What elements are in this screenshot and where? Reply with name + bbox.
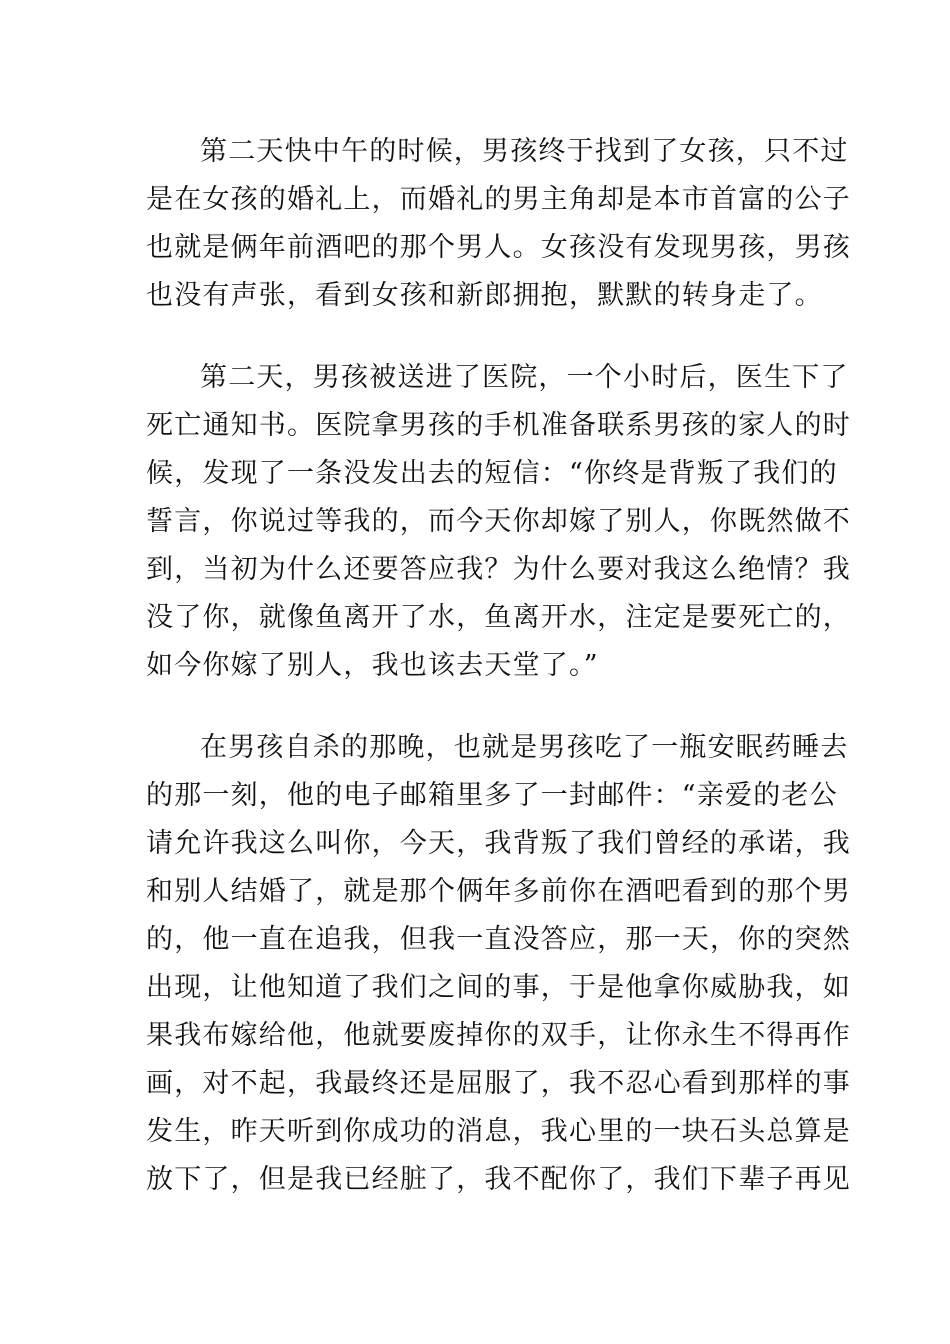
paragraph-line: 出现，让他知道了我们之间的事，于是他拿你威胁我，如: [146, 972, 851, 1003]
paragraph-line: 誓言，你说过等我的，而今天你却嫁了别人，你既然做不: [146, 506, 851, 537]
paragraph-line: 发生，昨天听到你成功的消息，我心里的一块石头总算是: [146, 1116, 851, 1147]
paragraph-line: 的，他一直在追我，但我一直没答应，那一天，你的突然: [146, 924, 851, 955]
paragraph-line: 死亡通知书。医院拿男孩的手机准备联系男孩的家人的时: [146, 410, 851, 441]
paragraph-1: [146, 128, 851, 320]
paragraph-3: [146, 724, 851, 1204]
paragraph-line: 也没有声张，看到女孩和新郎拥抱，默默的转身走了。: [146, 280, 823, 311]
paragraph-line: 请允许我这么叫你，今天，我背叛了我们曾经的承诺，我: [146, 828, 851, 859]
paragraph-line: 候，发现了一条没发出去的短信：“你终是背叛了我们的: [146, 458, 838, 489]
paragraph-line: 第二天，男孩被送进了医院，一个小时后，医生下了: [200, 362, 849, 393]
paragraph-line: 第二天快中午的时候，男孩终于找到了女孩，只不过: [200, 136, 849, 167]
paragraph-line: 没了你，就像鱼离开了水，鱼离开水，注定是要死亡的，: [146, 602, 851, 633]
paragraph-line: 如今你嫁了别人，我也该去天堂了。”: [146, 650, 599, 681]
paragraph-2: [146, 354, 851, 690]
paragraph-line: 和别人结婚了，就是那个俩年多前你在酒吧看到的那个男: [146, 876, 851, 907]
paragraph-line: 的那一刻，他的电子邮箱里多了一封邮件：“亲爱的老公: [146, 780, 838, 811]
paragraph-line: 到，当初为什么还要答应我？为什么要对我这么绝情？我: [146, 554, 851, 585]
paragraph-line: 画，对不起，我最终还是屈服了，我不忍心看到那样的事: [146, 1068, 851, 1099]
paragraph-line: 也就是俩年前酒吧的那个男人。女孩没有发现男孩，男孩: [146, 232, 851, 263]
paragraph-line: 在男孩自杀的那晚，也就是男孩吃了一瓶安眠药睡去: [200, 732, 849, 763]
paragraph-line: 是在女孩的婚礼上，而婚礼的男主角却是本市首富的公子: [146, 184, 851, 215]
paragraph-line: 放下了，但是我已经脏了，我不配你了，我们下辈子再见: [146, 1164, 851, 1195]
paragraph-line: 果我布嫁给他，他就要废掉你的双手，让你永生不得再作: [146, 1020, 851, 1051]
